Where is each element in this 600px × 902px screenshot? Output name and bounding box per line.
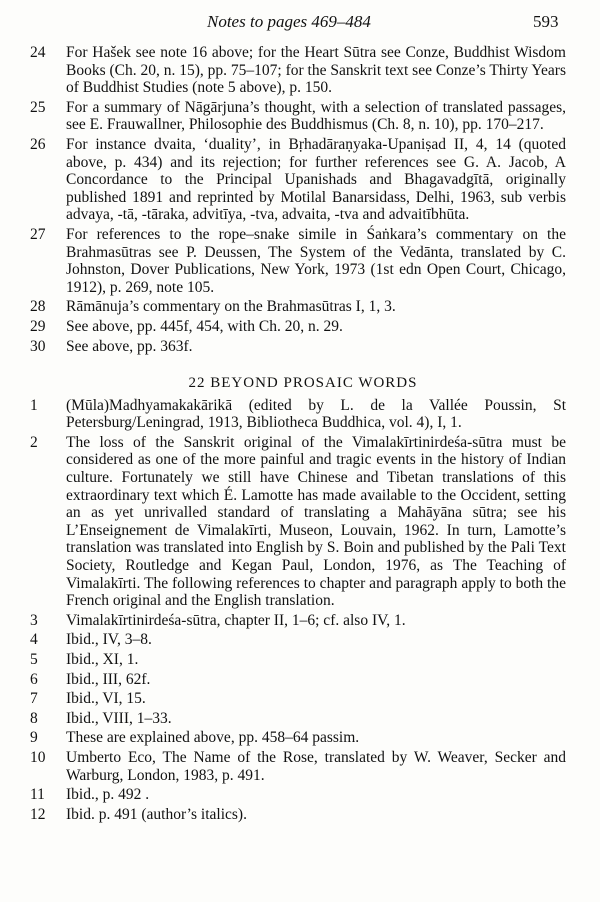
- section-heading: 22 BEYOND PROSAIC WORDS: [188, 375, 418, 392]
- note-item: [30, 631, 566, 649]
- note-number: 10: [30, 748, 46, 766]
- note-item: [30, 671, 566, 689]
- note-number: 24: [30, 44, 46, 61]
- note-text: For instance dvaita, ‘duality’, in Bṛhadāraṇyaka-Upaniṣad II, 4, 14 (quoted above, p. 434) and its rejection; for further references see G. A. Jacob, A Concordance to the Principal Upanishads and Bhagavadgītā, originally published 1891 and reprinted by Motilal Banarsidass, Delhi, 1963, sub verbis advaya, -tā, -tāraka, advitīya, -tva, advaita, -tva and advaitībhūta.: [66, 135, 566, 224]
- note-item: [30, 338, 566, 356]
- note-text: See above, pp. 445f, 454, with Ch. 20, n. 29.: [66, 317, 343, 335]
- note-text: Ibid., VIII, 1–33.: [66, 709, 172, 727]
- note-number: 26: [30, 135, 46, 153]
- note-item: [30, 226, 566, 296]
- note-item: [30, 136, 566, 224]
- note-number: 8: [30, 709, 38, 727]
- note-item: [30, 434, 566, 610]
- note-number: 12: [30, 805, 46, 823]
- note-item: [30, 318, 566, 336]
- note-number: 25: [30, 98, 46, 116]
- note-item: [30, 786, 566, 804]
- note-number: 27: [30, 225, 46, 243]
- note-item: [30, 298, 566, 316]
- note-text: The loss of the Sanskrit original of the Vimalakīrtinirdeśa-sūtra must be considered as one of the more painful and tragic events in the history of Indian culture. Fortunately we still have Chinese and Tibetan translations of this extraordinary text which É. Lamotte has made available to the Occident, setting an as yet unrivalled standard of translating a Mahāyāna sūtra; see his L’Enseignement de Vimalakīrti, Museon, Louvain, 1962. In turn, Lamotte’s translation was translated into English by S. Boin and published by the Pali Text Society, Routledge and Kegan Paul, London, 1976, as The Teaching of Vimalakīrti. The following references to chapter and paragraph apply to both the French original and the English translation.: [66, 433, 566, 610]
- running-title: Notes to pages 469–484: [207, 12, 371, 31]
- note-text: (Mūla)Madhyamakakārikā (edited by L. de la Vallée Poussin, St Petersburg/Leningrad, 1913, Bibliotheca Buddhica, vol. 4), I, 1.: [66, 396, 566, 432]
- note-text: For Hašek see note 16 above; for the Heart Sūtra see Conze, Buddhist Wisdom Books (Ch. 20, n. 15), pp. 75–107; for the Sanskrit text see Conze’s Thirty Years of Buddhist Studies (note 5 above), p. 150.: [66, 44, 566, 97]
- note-text: Ibid., XI, 1.: [66, 651, 139, 668]
- note-item: [30, 612, 566, 630]
- note-number: 5: [30, 651, 38, 668]
- note-item: [30, 44, 566, 97]
- note-item: [30, 729, 566, 747]
- note-number: 3: [30, 611, 38, 629]
- note-item: [30, 651, 566, 669]
- note-item: [30, 397, 566, 432]
- note-number: 2: [30, 433, 38, 451]
- note-number: 29: [30, 317, 46, 335]
- note-item: [30, 749, 566, 784]
- note-number: 7: [30, 690, 38, 708]
- notes-body: [30, 44, 566, 825]
- notes-list-chapter-21: [30, 44, 566, 355]
- note-text: Ibid., III, 62f.: [66, 670, 151, 688]
- note-number: 6: [30, 670, 38, 688]
- note-text: Umberto Eco, The Name of the Rose, translated by W. Weaver, Secker and Warburg, London, 1983, p. 491.: [66, 748, 566, 784]
- note-text: Rāmānuja’s commentary on the Brahmasūtras I, 1, 3.: [66, 298, 396, 316]
- note-number: 11: [30, 786, 45, 804]
- note-number: 1: [30, 396, 38, 414]
- note-text: Ibid., VI, 15.: [66, 690, 146, 708]
- note-text: Ibid., IV, 3–8.: [66, 631, 152, 649]
- note-item: [30, 99, 566, 134]
- notes-list-chapter-22: [30, 397, 566, 824]
- note-text: For references to the rope–snake simile in Śaṅkara’s commentary on the Brahmasūtras see P. Deussen, The System of the Vedānta, translated by C. Johnston, Dover Publications, New York, 1973 (1st edn Open Court, Chicago, 1912), p. 269, note 105.: [66, 225, 566, 296]
- note-text: Vimalakīrtinirdeśa-sūtra, chapter II, 1–6; cf. also IV, 1.: [66, 611, 406, 629]
- note-item: [30, 710, 566, 728]
- page-number: 593: [533, 12, 559, 31]
- note-text: Ibid. p. 491 (author’s italics).: [66, 805, 247, 823]
- note-item: [30, 806, 566, 824]
- note-number: 28: [30, 298, 46, 316]
- note-number: 4: [30, 631, 38, 649]
- note-text: These are explained above, pp. 458–64 passim.: [66, 729, 360, 747]
- running-head: [0, 12, 600, 36]
- note-number: 30: [30, 337, 46, 355]
- note-text: Ibid., p. 492 .: [66, 786, 150, 804]
- note-number: 9: [30, 729, 38, 747]
- note-text: For a summary of Nāgārjuna’s thought, with a selection of translated passages, see E. Frauwallner, Philosophie des Buddhismus (Ch. 8, n. 10), pp. 170–217.: [66, 98, 566, 134]
- note-text: See above, pp. 363f.: [66, 337, 193, 355]
- note-item: [30, 690, 566, 708]
